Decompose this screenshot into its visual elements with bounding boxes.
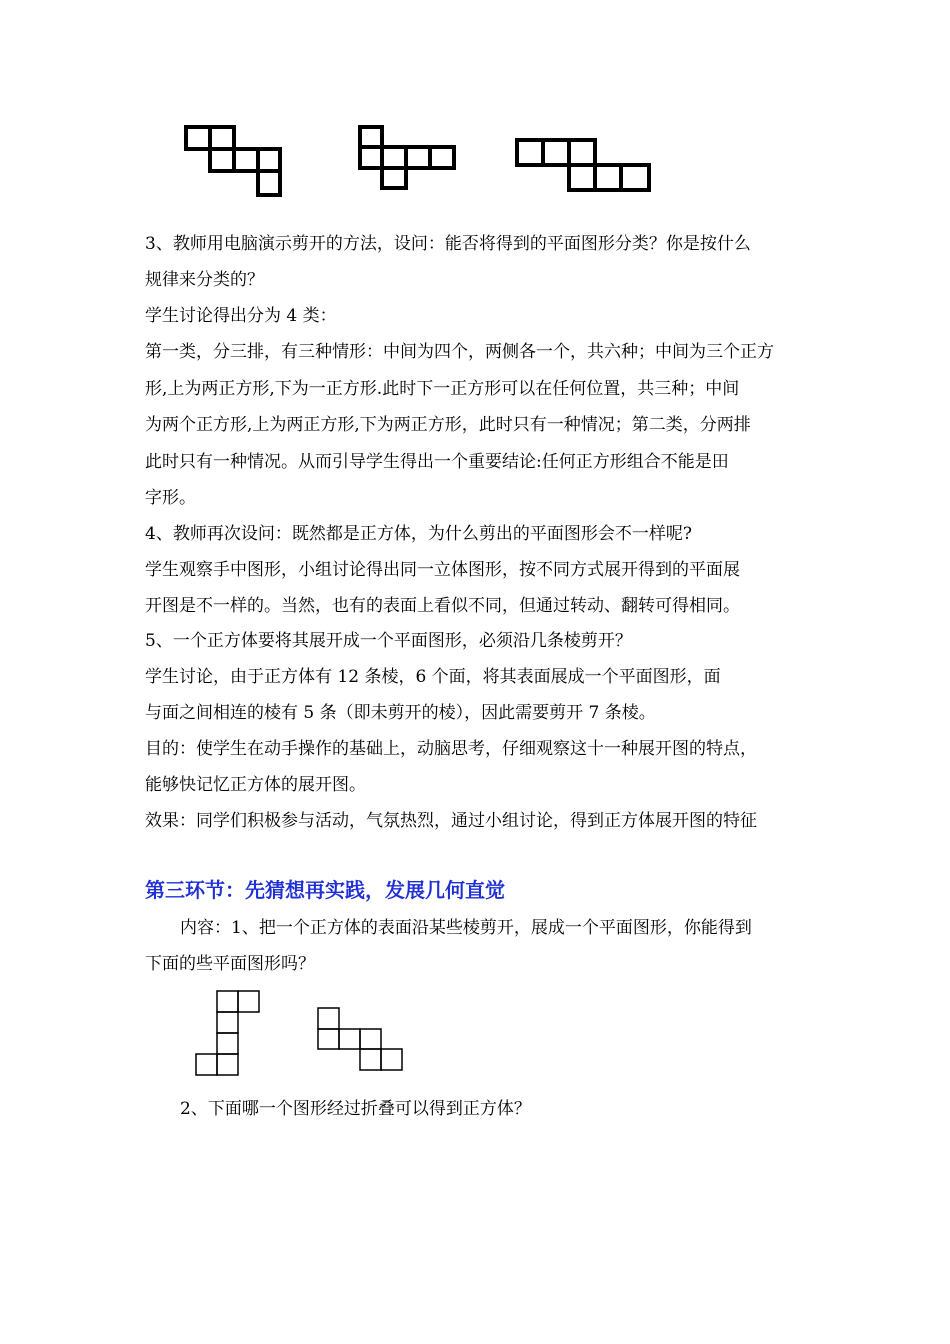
classification-line-4: 此时只有一种情况。从而引导学生得出一个重要结论:任何正方形组合不能是田 [145, 452, 729, 472]
paragraph-5-line-1: 5、一个正方体要将其展开成一个平面图形，必须沿几条棱剪开？ [145, 631, 632, 651]
cube-net-figure-1 [186, 127, 280, 195]
section-heading: 第三环节：先猜想再实践，发展几何直觉 [145, 878, 505, 902]
classification-line-1: 第一类，分三排，有三种情形：中间为四个，两侧各一个，共六种；中间为三个正方 [145, 342, 774, 362]
paragraph-3-line-2: 规律来分类的？ [145, 270, 264, 290]
paragraph-4-line-1: 4、教师再次设问：既然都是正方体，为什么剪出的平面图形会不一样呢? [145, 524, 692, 544]
goal-line-1: 目的：使学生在动手操作的基础上，动脑思考，仔细观察这十一种展开图的特点， [145, 739, 757, 759]
goal-line-2: 能够快记忆正方体的展开图。 [145, 775, 366, 795]
paragraph-4-line-2: 学生观察手中图形，小组讨论得出同一立体图形，按不同方式展开得到的平面展 [145, 560, 740, 580]
content-line-1: 内容：1、把一个正方体的表面沿某些棱剪开，展成一个平面图形，你能得到 [180, 918, 752, 938]
classification-line-5: 字形。 [145, 488, 196, 508]
paragraph-5-line-2: 学生讨论，由于正方体有 12 条棱，6 个面，将其表面展成一个平面图形，面 [145, 667, 721, 687]
cube-net-figure-3 [517, 140, 649, 190]
classification-line-3: 为两个正方形,上为两正方形,下为两正方形，此时只有一种情况；第二类，分两排 [145, 415, 751, 435]
cube-net-figure-5 [318, 1008, 402, 1070]
question-2-line: 2、下面哪一个图形经过折叠可以得到正方体？ [180, 1099, 531, 1119]
paragraph-4-line-3: 开图是不一样的。当然，也有的表面上看似不同，但通过转动、翻转可得相同。 [145, 596, 740, 616]
cube-net-figure-4 [196, 991, 259, 1075]
paragraph-5-line-3: 与面之间相连的棱有 5 条（即未剪开的棱），因此需要剪开 7 条棱。 [145, 703, 656, 723]
discussion-line: 学生讨论得出分为 4 类： [145, 306, 337, 326]
paragraph-3-line-1: 3、教师用电脑演示剪开的方法，设问：能否将得到的平面图形分类？你是按什么 [145, 234, 751, 254]
effect-line-1: 效果：同学们积极参与活动，气氛热烈，通过小组讨论，得到正方体展开图的特征 [145, 811, 757, 831]
classification-line-2: 形,上为两正方形,下为一正方形.此时下一正方形可以在任何位置，共三种；中间 [145, 379, 740, 399]
content-line-2: 下面的些平面图形吗？ [145, 954, 315, 974]
cube-net-figure-2 [360, 127, 454, 188]
